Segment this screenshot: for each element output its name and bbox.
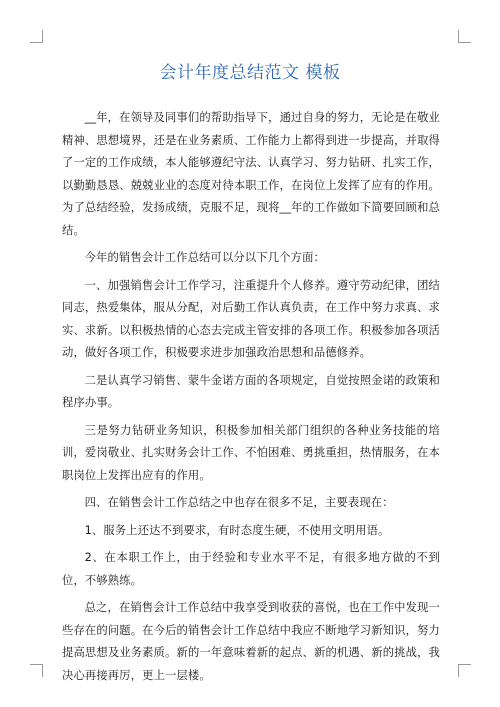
- paragraph-point-three: 三是努力钻研业务知识，积极参加相关部门组织的各种业务技能的培训，爱岗敬业、扎实财务会计工作、不怕困难、勇挑重担，热情服务，在本职岗位上发挥出应有的作用。: [62, 423, 440, 482]
- page-corner-mark-bottom-right: [458, 664, 471, 677]
- document-title: 会计年度总结范文 模板: [159, 63, 341, 83]
- paragraph-shortcoming-two: 2、在本职工作上，由于经验和专业水平不足，有很多地方做的不到位，不够熟练。: [62, 551, 440, 587]
- paragraph-intro: __年，在领导及同事们的帮助指导下，通过自身的努力，无论是在敬业精神、思想境界，还是在业务素质、工作能力上都得到进一步提高，并取得了一定的工作成绩，本人能够遵纪守法、认真学习、努力钻研、扎实工作，以勤勤恳恳、兢兢业业的态度对待本职工作，在岗位上发挥了应有的作用。为了总结经验，发扬成绩，克服不足，现将__年的工作做如下简要回顾和总结。: [62, 111, 440, 237]
- paragraph-point-one: 一、加强销售会计工作学习，注重提升个人修养。遵守劳动纪律，团结同志，热爱集体，服从分配，对后勤工作认真负责，在工作中努力求真、求实、求新。以积极热情的心态去完成主管安排的各项工作。积极参加各项活动，做好各项工作，积极要求进步加强政治思想和品德修养。: [62, 278, 440, 359]
- paragraph-summary-aspects: 今年的销售会计工作总结可以分以下几个方面：: [84, 251, 325, 264]
- paragraph-shortcoming-one: 1、服务上还达不到要求，有时态度生硬，不使用文明用语。: [84, 523, 390, 537]
- paragraph-point-two: 二是认真学习销售、蒙牛金诺方面的各项规定，自觉按照金诺的政策和程序办事。: [62, 373, 440, 409]
- page-corner-mark-top-right: [458, 30, 471, 43]
- page-corner-mark-bottom-left: [30, 664, 43, 677]
- document-body: [62, 107, 440, 692]
- page-corner-mark-top-left: [30, 30, 43, 43]
- paragraph-conclusion: 总之，在销售会计工作总结中我享受到收获的喜悦，也在工作中发现一些存在的问题。在今后的销售会计工作总结中我应不断地学习新知识，努力提高思想及业务素质。新的一年意味着新的起点、新的机遇、新的挑战，我决心再接再厉，更上一层楼。: [62, 601, 440, 682]
- paragraph-point-four: 四、在销售会计工作总结之中也存在很多不足，主要表现在：: [84, 496, 394, 509]
